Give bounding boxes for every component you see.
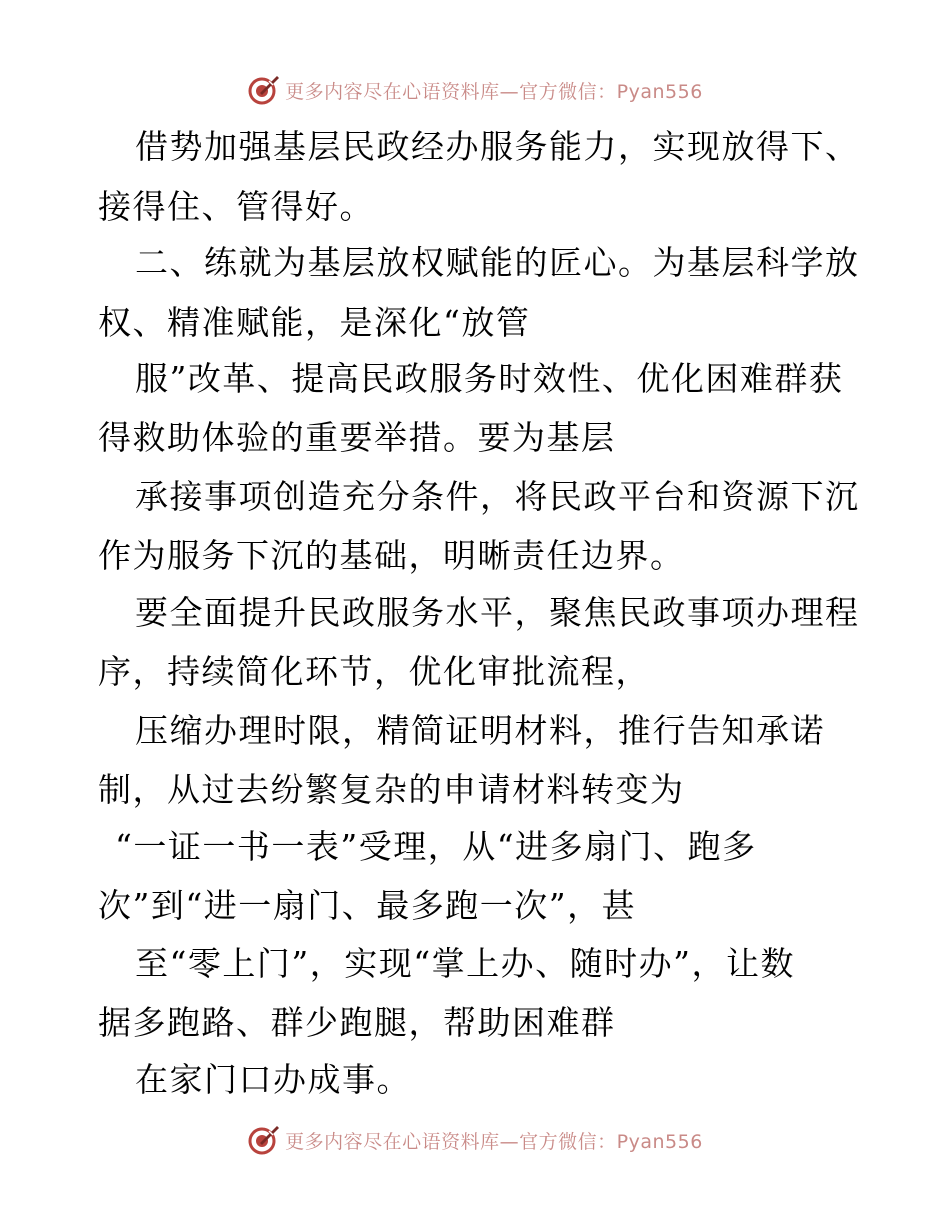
text-line: 接得住、管得好。 xyxy=(98,187,374,226)
circle-pen-logo-icon xyxy=(247,1123,281,1157)
text-line: 权、精准赋能，是深化“放管 xyxy=(98,303,531,342)
text-line: 在家门口办成事。 xyxy=(135,1060,411,1099)
text-line: 二、练就为基层放权赋能的匠心。为基层科学放 xyxy=(135,243,860,282)
text-line: 作为服务下沉的基础，明晰责任边界。 xyxy=(98,536,685,575)
text-line: 服”改革、提高民政服务时效性、优化困难群获 xyxy=(135,359,844,398)
text-line: 承接事项创造充分条件，将民政平台和资源下沉 xyxy=(135,477,860,516)
watermark-text: 更多内容尽在心语资料库—官方微信：Pyan556 xyxy=(285,80,703,103)
text-line: 次”到“进一扇门、最多跑一次”，甚 xyxy=(98,886,637,925)
footer-watermark xyxy=(0,1120,950,1160)
text-line: 序，持续简化环节，优化审批流程， xyxy=(98,652,650,691)
text-line: “一证一书一表”受理，从“进多扇门、跑多 xyxy=(115,827,757,866)
text-line: 压缩办理时限，精简证明材料，推行告知承诺 xyxy=(135,711,825,750)
text-line: 得救助体验的重要举措。要为基层 xyxy=(98,418,616,457)
text-line: 至“零上门”，实现“掌上办、随时办”，让数 xyxy=(135,944,795,983)
text-line: 借势加强基层民政经办服务能力，实现放得下、 xyxy=(135,127,860,166)
text-line: 制，从过去纷繁复杂的申请材料转变为 xyxy=(98,770,685,809)
text-line: 要全面提升民政服务水平，聚焦民政事项办理程 xyxy=(135,593,860,632)
text-line: 据多跑路、群少跑腿，帮助困难群 xyxy=(98,1003,616,1042)
watermark-text: 更多内容尽在心语资料库—官方微信：Pyan556 xyxy=(285,1130,703,1153)
